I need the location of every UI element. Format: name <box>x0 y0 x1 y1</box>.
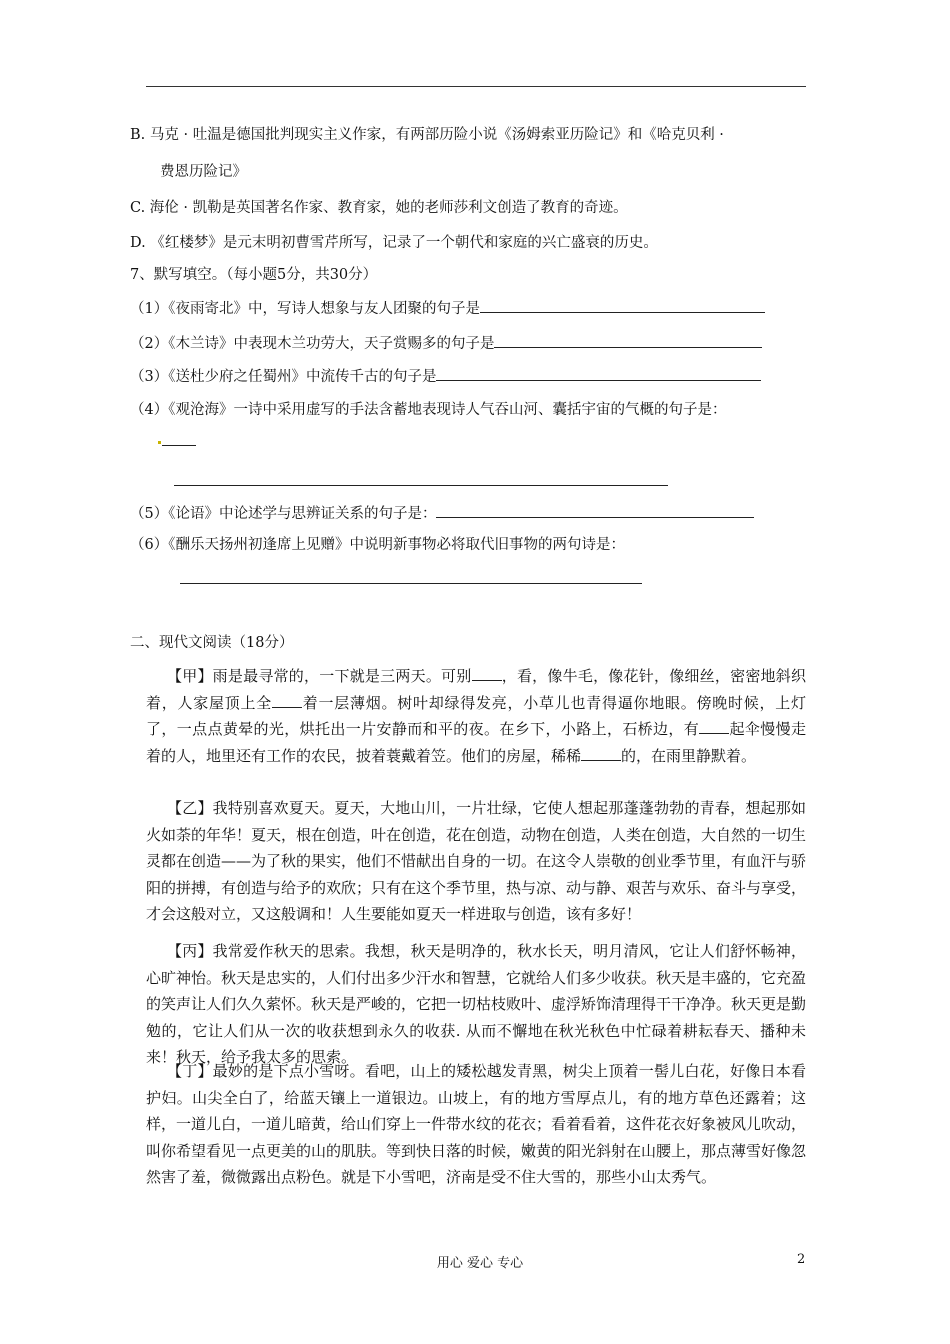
q7-item-5-text: （5）《论语》中论述学与思辨证关系的句子是： <box>130 506 437 522</box>
q7-item-4: （4）《观沧海》一诗中采用虚写的手法含蓄地表现诗人气吞山河、囊括宇宙的气概的句子是： <box>130 402 727 418</box>
q7-item-6: （6）《酬乐天扬州初逢席上见赠》中说明新事物必将取代旧事物的两句诗是： <box>130 537 625 553</box>
passage-bing-text: 【丙】我常爱作秋天的思索。我想，秋天是明净的，秋水长天，明月清风，它让人们舒怀畅神，心旷神怡。秋天是忠实的，人们付出多少汗水和智慧，它就给人们多少收获。秋天是丰盛的，它充盈的笑声让人们久久萦怀。秋天是严峻的，它把一切枯枝败叶、虚浮矫饰清理得干干净净。秋天更是勤勉的，它让人们从一次的收获想到永久的收获. 从而不懈地在秋光秋色中忙碌着耕耘春天、播种未来！秋天，给予我太多的思索。 <box>146 942 807 1067</box>
answer-blank-4a[interactable] <box>162 445 196 446</box>
passage-jia-text-2: ，看，像牛毛，像花针，像细丝，密密地斜织着，人家屋顶上全 <box>146 667 806 712</box>
passage-jia <box>146 663 806 769</box>
answer-blank-1[interactable] <box>480 298 765 313</box>
answer-blank-6[interactable] <box>180 583 642 584</box>
footer-slogan: 用心 爱心 专心 <box>436 1256 524 1271</box>
page-number: 2 <box>797 1252 806 1267</box>
passage-yi-text: 【乙】我特别喜欢夏天。夏天，大地山川，一片壮绿，它使人想起那蓬蓬勃勃的青春，想起那如火如荼的年华！夏天，根在创造，叶在创造，花在创造，动物在创造，人类在创造，大自然的一切生灵都在创造——为了秋的果实，他们不惜献出自身的一切。在这令人崇敬的创业季节里，有血汗与骄阳的拼搏，有创造与给予的欢欣；只有在这个季节里，热与凉、动与静、艰苦与欢乐、奋斗与享受，才会这般对立，又这般调和！人生要能如夏天一样进取与创造，该有多好！ <box>146 799 807 924</box>
answer-blank-2[interactable] <box>494 333 762 348</box>
passage-jia-text-4: 起伞慢慢走着的人，地里还有工作的农民，披着蓑戴着笠。他们的房屋，稀稀 <box>146 720 806 765</box>
question-7-title: 7、默写填空。（每小题5分，共30分） <box>130 267 378 283</box>
q7-item-2-text: （2）《木兰诗》中表现木兰功劳大，天子赏赐多的句子是 <box>130 336 495 352</box>
blank-jia-4[interactable] <box>581 746 621 761</box>
q7-item-3-text: （3）《送杜少府之任蜀州》中流传千古的句子是 <box>130 369 437 385</box>
passage-bing <box>146 938 806 1071</box>
header-rule <box>146 86 806 87</box>
option-c: C. 海伦 · 凯勒是英国著名作家、教育家，她的老师莎利文创造了教育的奇迹。 <box>130 200 628 216</box>
passage-jia-text-1: 【甲】雨是最寻常的，一下就是三两天。可别 <box>167 667 472 685</box>
stray-mark <box>158 441 161 444</box>
option-b-line1: B. 马克 · 吐温是德国批判现实主义作家，有两部历险小说《汤姆索亚历险记》和《哈克贝利 · <box>130 127 724 143</box>
passage-yi <box>146 795 806 928</box>
option-b-line2: 费恩历险记》 <box>160 164 247 180</box>
q7-item-1-text: （1）《夜雨寄北》中，写诗人想象与友人团聚的句子是 <box>130 301 480 317</box>
passage-ding-text: 【丁】最妙的是下点小雪呀。看吧，山上的矮松越发青黑，树尖上顶着一髻儿白花，好像日本看护妇。山尖全白了，给蓝天镶上一道银边。山坡上，有的地方雪厚点儿，有的地方草色还露着；这样，一道儿白，一道儿暗黄，给山们穿上一件带水纹的花衣；看着看着，这件花衣好象被风儿吹动，叫你希望看见一点更美的山的肌肤。等到快日落的时候，嫩黄的阳光斜射在山腰上，那点薄雪好像忽然害了羞，微微露出点粉色。就是下小雪吧，济南是受不住大雪的，那些小山太秀气。 <box>146 1062 807 1187</box>
option-d: D. 《红楼梦》是元末明初曹雪芹所写，记录了一个朝代和家庭的兴亡盛衰的历史。 <box>130 235 658 251</box>
q7-item-1 <box>130 298 765 319</box>
q7-item-2 <box>130 333 762 354</box>
blank-jia-3[interactable] <box>699 719 729 734</box>
section-2-title: 二、现代文阅读（18分） <box>130 635 294 651</box>
passage-ding <box>146 1058 806 1191</box>
q7-item-5 <box>130 503 754 524</box>
blank-jia-2[interactable] <box>272 693 302 708</box>
answer-blank-4b[interactable] <box>174 485 668 486</box>
passage-jia-text-5: 的，在雨里静默着。 <box>621 746 757 765</box>
passage-jia-text-3: 着一层薄烟。树叶却绿得发亮，小草儿也青得逼你地眼。傍晚时候，上灯了，一点点黄晕的光，烘托出一片安静而和平的夜。在乡下，小路上，石桥边，有 <box>146 693 806 739</box>
answer-blank-3[interactable] <box>436 366 761 381</box>
answer-blank-5[interactable] <box>436 503 754 518</box>
q7-item-3 <box>130 366 761 387</box>
blank-jia-1[interactable] <box>472 666 502 681</box>
